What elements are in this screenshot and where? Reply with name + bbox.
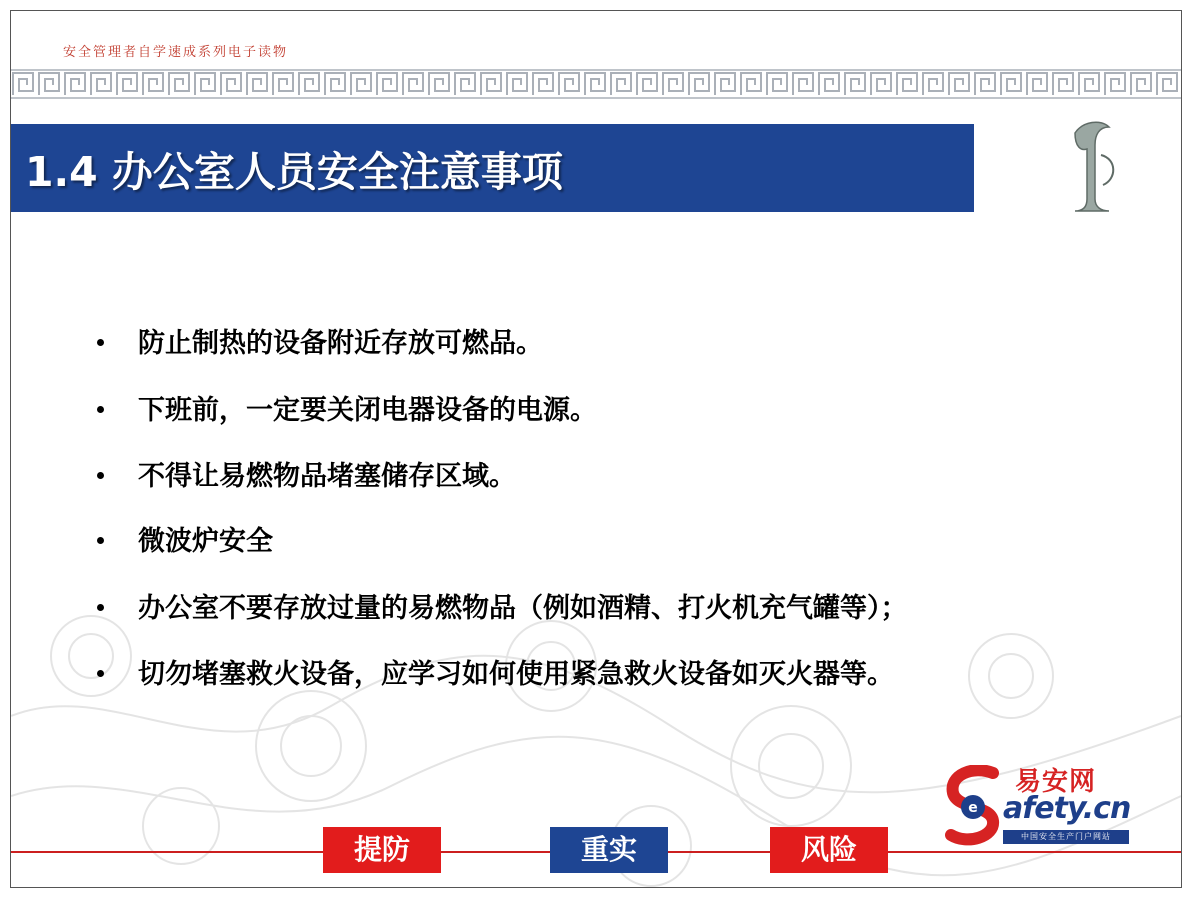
bullet-text: 办公室不要存放过量的易燃物品（例如酒精、打火机充气罐等）；	[138, 593, 908, 624]
series-label: 安全管理者自学速成系列电子读物	[63, 45, 289, 60]
list-item	[97, 321, 543, 360]
bullet-text: 防止制热的设备附近存放可燃品。	[138, 328, 543, 359]
bullet-text: 切勿堵塞救火设备，应学习如何使用紧急救火设备如灭火器等。	[138, 659, 894, 690]
bullet-dot	[97, 406, 104, 413]
footer-tag-beware: 提防	[323, 827, 441, 873]
logo-subtitle: 中国安全生产门户网站	[1003, 830, 1129, 844]
slide	[10, 10, 1182, 888]
bullet-dot	[97, 670, 104, 677]
site-logo	[943, 761, 1139, 851]
title-bar	[11, 124, 974, 212]
bullet-text: 微波炉安全	[138, 526, 273, 557]
list-item	[97, 586, 908, 625]
list-item	[97, 388, 597, 427]
svg-text:e: e	[968, 800, 978, 816]
slide-title: 1.4 办公室人员安全注意事项	[25, 148, 563, 196]
bullet-dot	[97, 537, 104, 544]
greek-key-border	[11, 69, 1181, 99]
list-item	[97, 519, 273, 558]
bullet-dot	[97, 604, 104, 611]
footer-tag-emphasize: 重实	[550, 827, 668, 873]
bullet-text: 不得让易燃物品堵塞储存区域。	[138, 461, 516, 492]
decorative-numeral-icon	[1061, 115, 1121, 220]
bullet-dot	[97, 339, 104, 346]
bullet-dot	[97, 472, 104, 479]
logo-s-icon	[943, 765, 1005, 847]
list-item	[97, 652, 894, 691]
bullet-text: 下班前，一定要关闭电器设备的电源。	[138, 395, 597, 426]
logo-name-cn: 易安网	[1015, 767, 1097, 797]
logo-name-en: afety.cn	[1003, 791, 1131, 826]
footer-tag-risk: 风险	[770, 827, 888, 873]
list-item	[97, 454, 516, 493]
